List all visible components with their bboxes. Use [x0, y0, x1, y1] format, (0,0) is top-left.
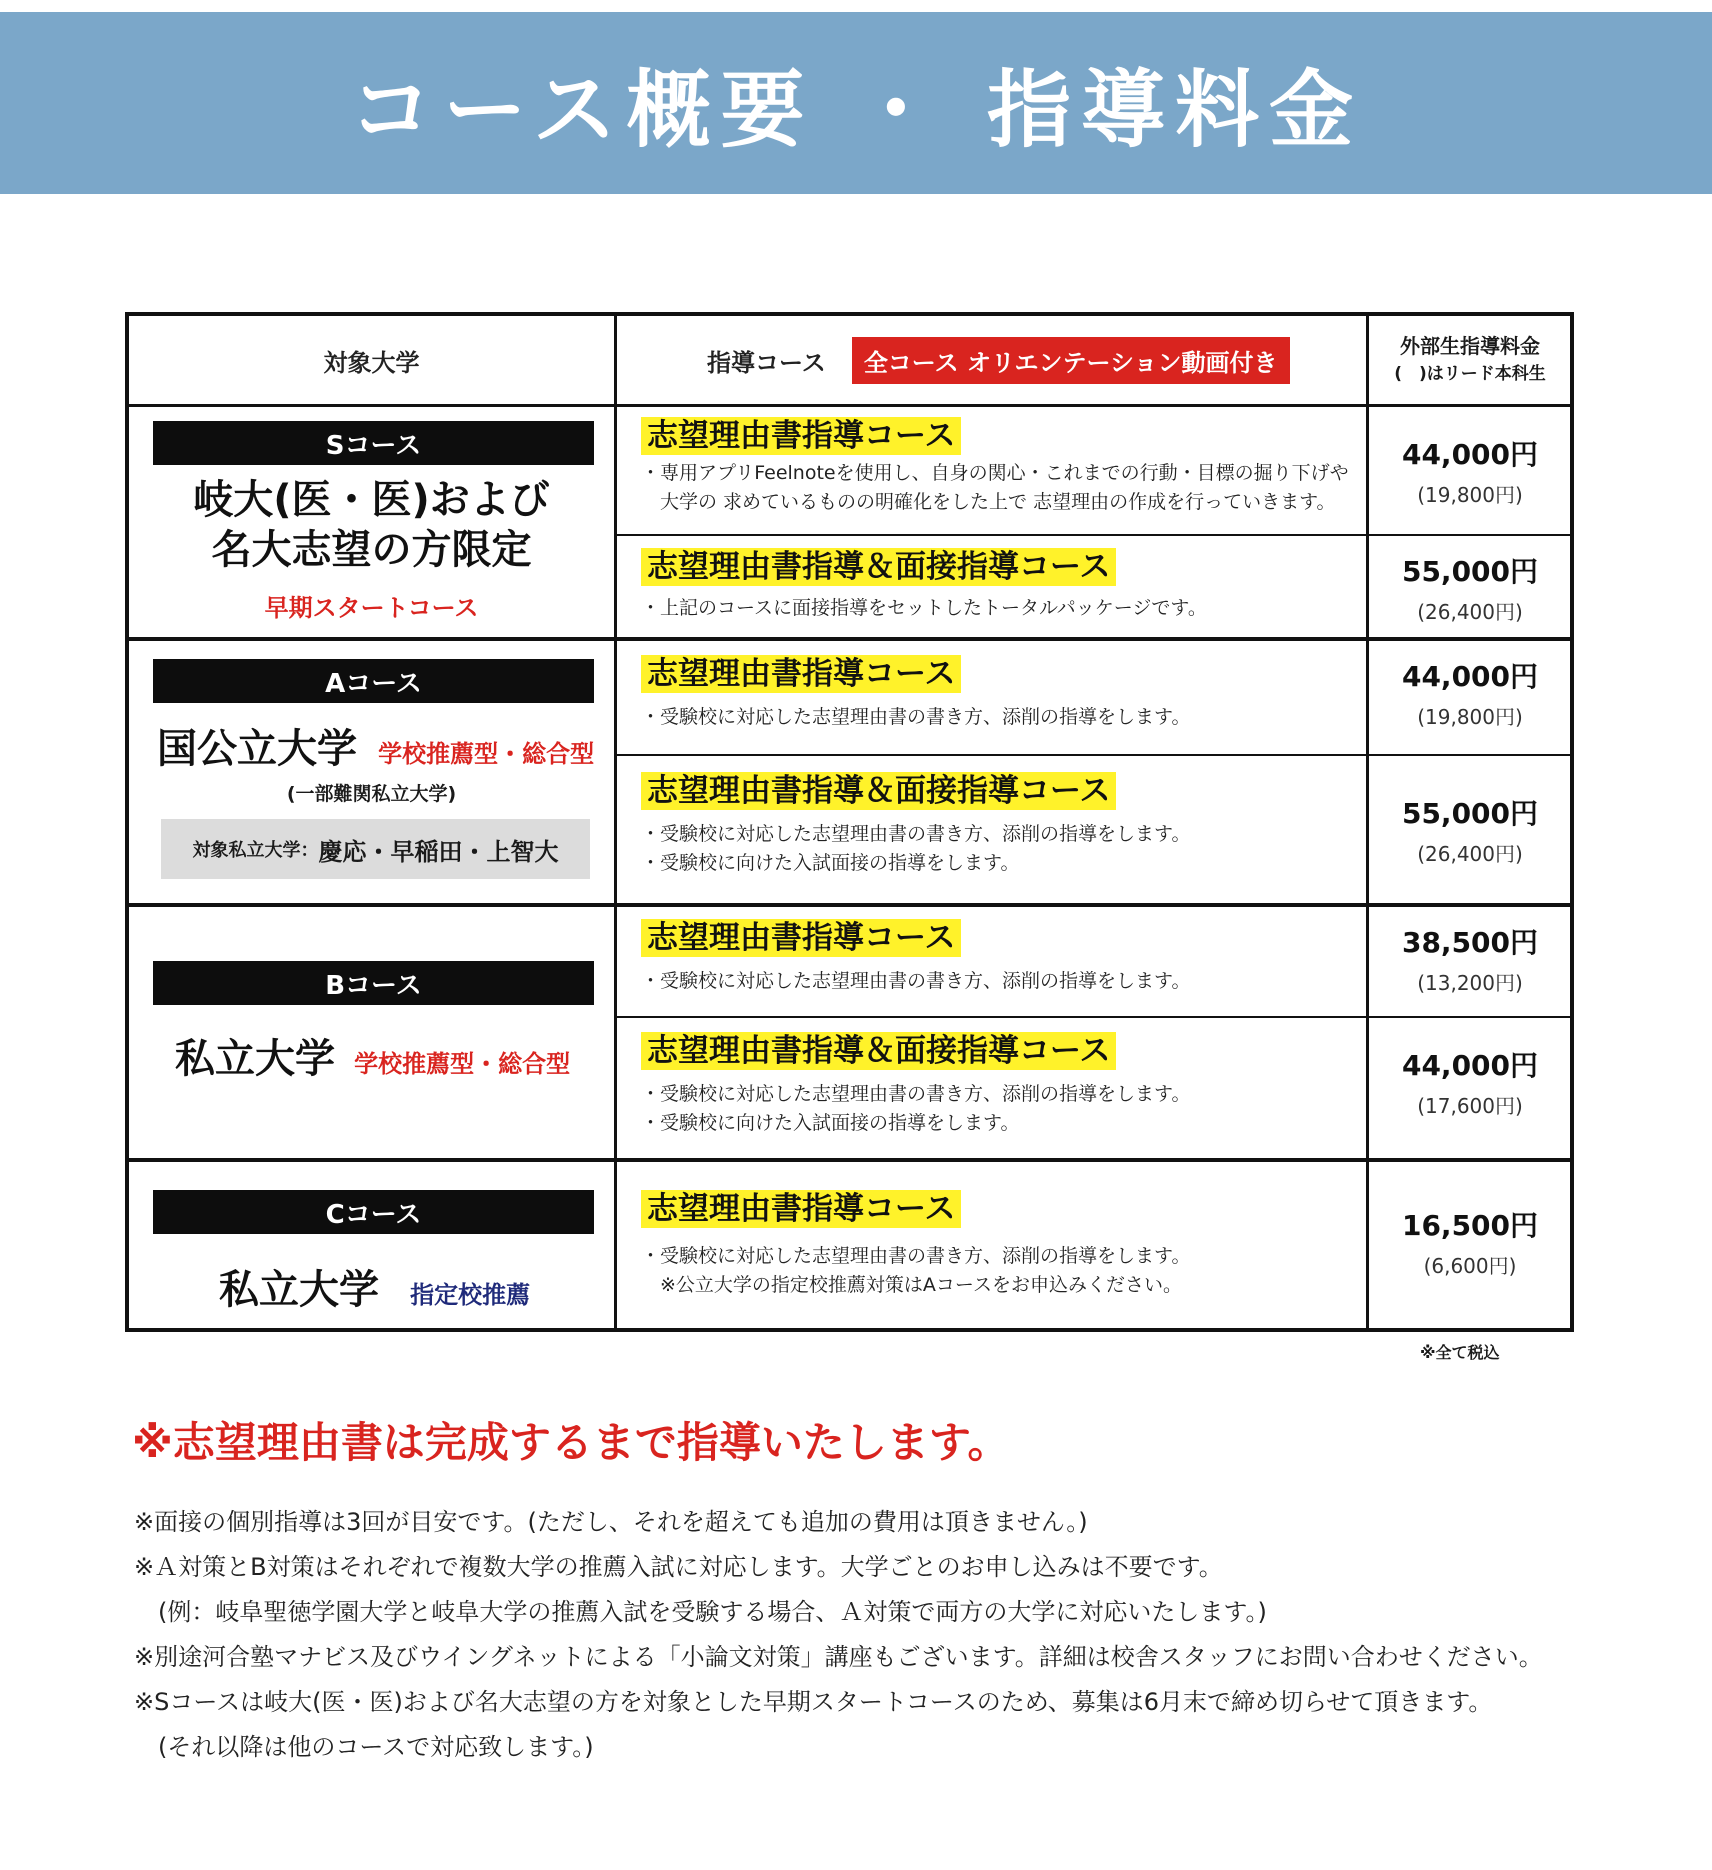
- a-course-box-value: 慶応・早稲田・上智大: [318, 837, 559, 866]
- c-course-type: 指定校推薦: [410, 1281, 531, 1309]
- course-title: 志望理由書指導＆面接指導コース: [641, 548, 1116, 586]
- course-desc-line: ・専用アプリFeelnoteを使用し、自身の関心・これまでの行動・目標の掘り下げや: [641, 462, 1349, 484]
- b-course-target: [129, 907, 614, 1158]
- course-table: [125, 312, 1574, 1332]
- c-course-target: [129, 1162, 614, 1328]
- note-line: ※Sコースは岐大(医・医)および名大志望の方を対象とした早期スタートコースのため、募集は6月末で締め切らせて頂きます。: [134, 1688, 1493, 1716]
- b-course-title-row: [175, 1027, 570, 1084]
- fee-cell: [1369, 1162, 1571, 1328]
- b-course-main: 私立大学: [175, 1036, 335, 1082]
- c-course-title-row: [219, 1258, 530, 1315]
- header-fee: 外部生指導料金: [1400, 334, 1540, 358]
- header-course: 指導コース: [707, 348, 826, 377]
- orientation-tag: 全コース オリエンテーション動画付き: [852, 337, 1290, 384]
- s-course-target: [129, 407, 614, 637]
- fee-price: 38,500円: [1401, 926, 1539, 959]
- fee-price: 44,000円: [1401, 1049, 1539, 1082]
- a-course-main: 国公立大学: [157, 726, 357, 772]
- s-course-bar: Sコース: [153, 421, 594, 465]
- course-desc: [641, 703, 1190, 732]
- fee-cell: [1369, 407, 1571, 534]
- course-desc-line: ・受験校に向けた入試面接の指導をします。: [641, 852, 1020, 874]
- fee-cell: [1369, 641, 1571, 754]
- course-desc: [641, 1242, 1190, 1300]
- course-desc-line: ・受験校に対応した志望理由書の書き方、添削の指導をします。: [641, 706, 1191, 728]
- a-course-paren: (一部難関私立大学): [286, 783, 457, 805]
- course-cell: [617, 1162, 1366, 1328]
- a-course-bar: Aコース: [153, 659, 594, 703]
- course-desc-line: ・上記のコースに面接指導をセットしたトータルパッケージです。: [641, 597, 1207, 619]
- a-course-type: 学校推薦型・総合型: [378, 740, 595, 768]
- course-title: 志望理由書指導コース: [641, 417, 961, 455]
- course-desc-line: 大学の 求めているものの明確化をした上で 志望理由の作成を行っていきます。: [641, 491, 1336, 513]
- c-course-bar: Cコース: [153, 1190, 594, 1234]
- a-course-target: [129, 641, 614, 903]
- course-title: 志望理由書指導コース: [641, 1190, 961, 1228]
- c-course-main: 私立大学: [219, 1267, 379, 1313]
- note-line: ※Ａ対策とB対策はそれぞれで複数大学の推薦入試に対応します。大学ごとのお申し込みは不要です。: [134, 1553, 1223, 1581]
- course-desc-line: ・受験校に対応した志望理由書の書き方、添削の指導をします。: [641, 1083, 1191, 1105]
- course-cell: [617, 641, 1366, 754]
- course-desc: [641, 820, 1190, 878]
- fee-member-price: (26,400円): [1417, 842, 1523, 866]
- fee-member-price: (17,600円): [1417, 1094, 1523, 1118]
- course-title: 志望理由書指導＆面接指導コース: [641, 1032, 1116, 1070]
- course-desc: [641, 1080, 1190, 1138]
- fee-cell: [1369, 1018, 1571, 1158]
- s-course-sub: 早期スタートコース: [264, 594, 479, 622]
- fee-member-price: (19,800円): [1417, 705, 1523, 729]
- notes-list: [134, 1500, 1543, 1770]
- b-course-bar: Bコース: [153, 961, 594, 1005]
- course-desc-line: ・受験校に対応した志望理由書の書き方、添削の指導をします。: [641, 823, 1191, 845]
- fee-price: 16,500円: [1401, 1209, 1539, 1242]
- course-desc: [641, 967, 1190, 996]
- course-desc-line: ・受験校に対応した志望理由書の書き方、添削の指導をします。: [641, 970, 1191, 992]
- fee-cell: [1369, 907, 1571, 1016]
- page-title: コース概要 ・ 指導料金: [348, 60, 1364, 159]
- a-course-title-row: [157, 717, 594, 774]
- header-fee-member: ( )はリード本科生: [1394, 364, 1546, 384]
- course-cell: [617, 407, 1366, 534]
- fee-member-price: (6,600円): [1423, 1254, 1517, 1278]
- tax-note: ※全て税込: [1420, 1343, 1500, 1362]
- fee-member-price: (26,400円): [1417, 600, 1523, 624]
- course-desc-line: ※公立大学の指定校推薦対策はAコースをお申込みください。: [641, 1274, 1182, 1296]
- course-desc-line: ・受験校に向けた入試面接の指導をします。: [641, 1112, 1020, 1134]
- fee-price: 44,000円: [1401, 660, 1539, 693]
- fee-member-price: (13,200円): [1417, 971, 1523, 995]
- fee-cell: [1369, 536, 1571, 637]
- course-cell: [617, 1018, 1366, 1158]
- course-title: 志望理由書指導コース: [641, 919, 961, 957]
- fee-price: 55,000円: [1401, 555, 1539, 588]
- a-course-box-label: 対象私立大学：: [192, 840, 319, 861]
- header-fee-cell: [1369, 316, 1571, 404]
- fee-cell: [1369, 756, 1571, 903]
- s-course-line1: 岐大(医・医)および: [193, 477, 550, 523]
- header-course-cell: [617, 316, 1366, 404]
- note-line: ※別途河合塾マナビス及びウイングネットによる「小論文対策」講座もございます。詳細は校舎スタッフにお問い合わせください。: [134, 1643, 1543, 1671]
- headline-notice: ※志望理由書は完成するまで指導いたします。: [132, 1418, 1010, 1467]
- note-line: ※面接の個別指導は3回が目安です。(ただし、それを超えても追加の費用は頂きません。): [134, 1508, 1088, 1536]
- course-cell: [617, 536, 1366, 637]
- header-target: 対象大学: [323, 348, 420, 377]
- note-line: (それ以降は他のコースで対応致します。): [134, 1733, 594, 1761]
- s-course-line2: 名大志望の方限定: [211, 527, 532, 573]
- course-title: 志望理由書指導コース: [641, 655, 961, 693]
- course-cell: [617, 756, 1366, 903]
- note-line: (例：岐阜聖徳学園大学と岐阜大学の推薦入試を受験する場合、Ａ対策で両方の大学に対応いたします。): [134, 1598, 1267, 1626]
- course-cell: [617, 907, 1366, 1016]
- fee-price: 55,000円: [1401, 797, 1539, 830]
- b-course-type: 学校推薦型・総合型: [354, 1050, 571, 1078]
- fee-price: 44,000円: [1401, 438, 1539, 471]
- fee-member-price: (19,800円): [1417, 483, 1523, 507]
- course-desc: [641, 459, 1349, 517]
- course-desc-line: ・受験校に対応した志望理由書の書き方、添削の指導をします。: [641, 1245, 1191, 1267]
- title-banner: [0, 12, 1712, 194]
- a-course-private-box: [161, 819, 590, 879]
- course-desc: [641, 594, 1207, 623]
- course-title: 志望理由書指導＆面接指導コース: [641, 772, 1116, 810]
